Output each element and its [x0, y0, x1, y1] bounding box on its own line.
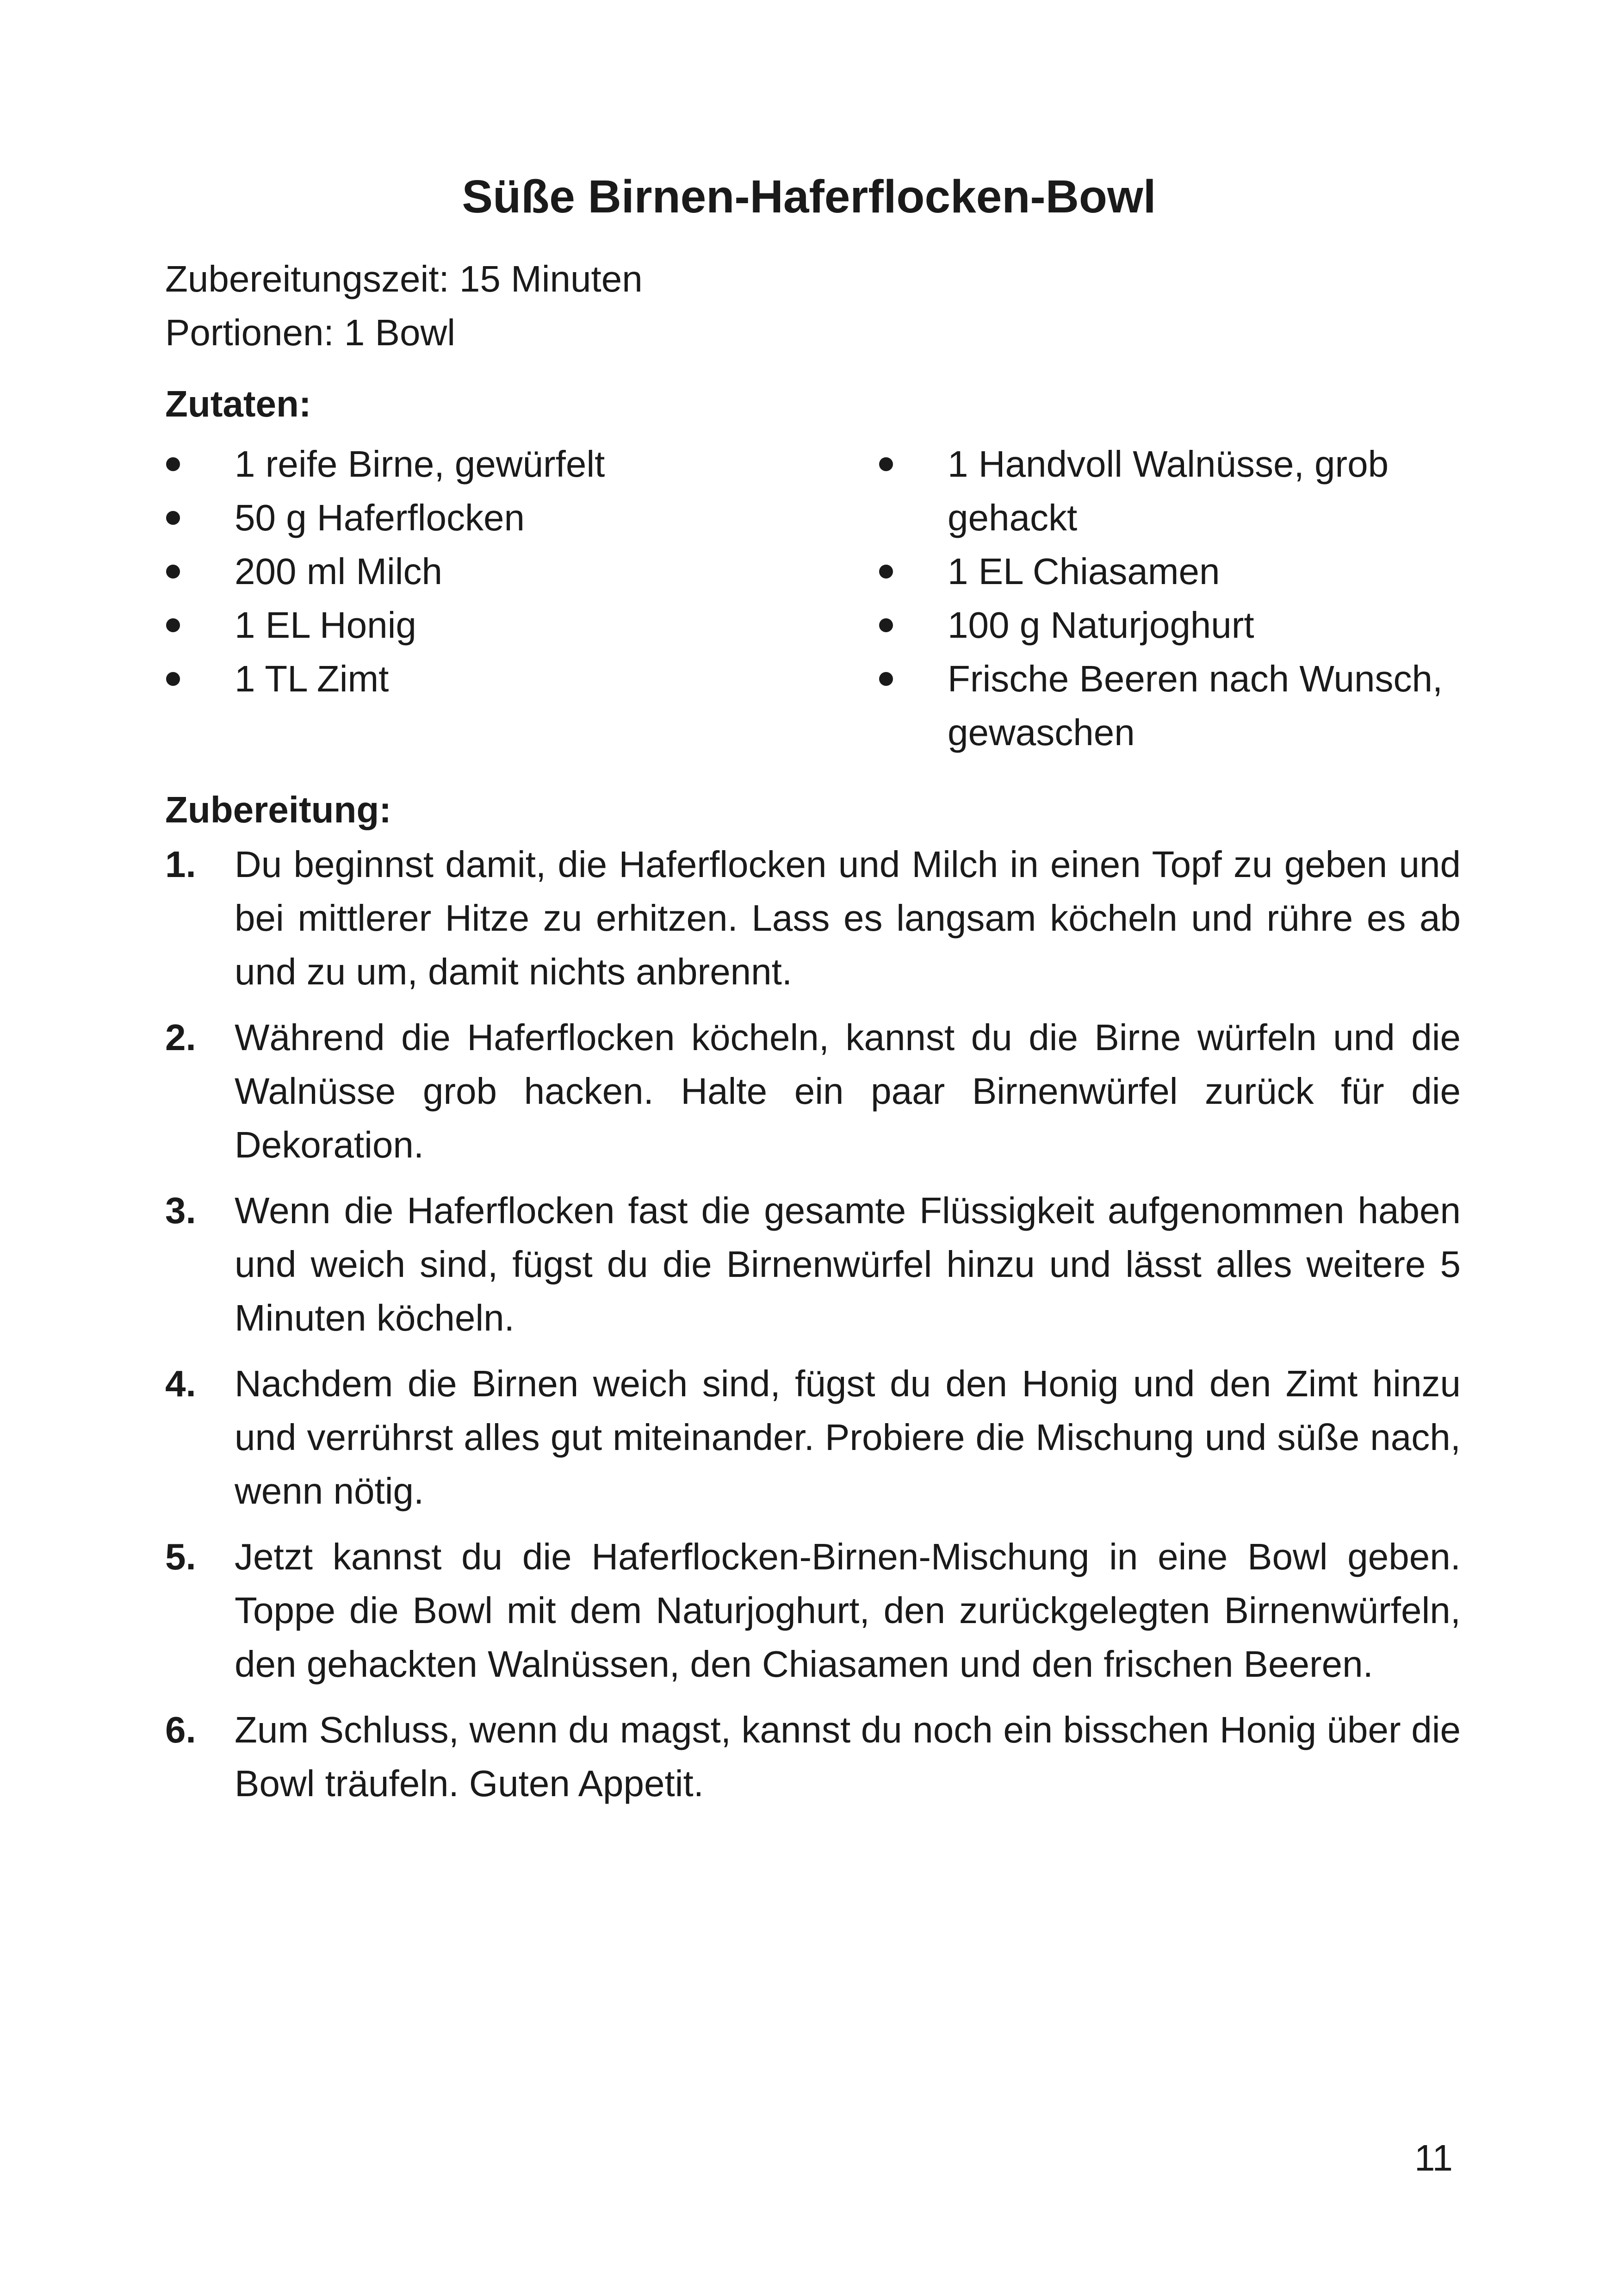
step-number: 6. [165, 1709, 196, 1750]
step-number: 5. [165, 1536, 196, 1577]
ingredient-item: 1 reife Birne, gewürfelt [165, 437, 836, 491]
step-number: 2. [165, 1017, 196, 1058]
bullet-icon [879, 618, 893, 632]
bullet-icon [879, 457, 893, 471]
step-item [165, 1184, 1461, 1345]
bullet-icon [879, 672, 893, 686]
step-text: Du beginnst damit, die Haferflocken und Milch in einen Topf zu geben und bei mittlerer Hitze zu erhitzen. Lass es langsam köcheln und rühre es ab und zu um, damit nichts anbrennt. [235, 844, 1461, 992]
ingredient-item: 1 Handvoll Walnüsse, grob gehackt [878, 437, 1470, 545]
bullet-icon [166, 618, 180, 632]
preparation-steps [165, 838, 1461, 1823]
step-item [165, 838, 1461, 999]
step-number: 3. [165, 1190, 196, 1231]
ingredient-item: 1 EL Chiasamen [878, 545, 1470, 598]
step-item [165, 1011, 1461, 1172]
ingredients-heading: Zutaten: [165, 383, 311, 424]
recipe-meta [165, 252, 643, 360]
step-number: 1. [165, 844, 196, 885]
page-number: 11 [1414, 2137, 1453, 2178]
bullet-icon [879, 565, 893, 579]
ingredients-list-left [165, 437, 836, 706]
step-text: Jetzt kannst du die Haferflocken-Birnen-Mischung in eine Bowl geben. Toppe die Bowl mit dem Naturjoghurt, den zurückgelegten Birnenwürfeln, den gehackten Walnüssen, den Chiasamen und den frischen Beeren. [235, 1536, 1461, 1685]
ingredient-item: 50 g Haferflocken [165, 491, 836, 545]
recipe-title: Süße Birnen-Haferflocken-Bowl [462, 171, 1156, 223]
ingredients-list-right [878, 437, 1470, 759]
step-item [165, 1357, 1461, 1518]
step-item [165, 1530, 1461, 1691]
step-number: 4. [165, 1363, 196, 1404]
preparation-heading: Zubereitung: [165, 789, 391, 830]
prep-time: Zubereitungszeit: 15 Minuten [165, 258, 643, 299]
step-text: Wenn die Haferflocken fast die gesamte Flüssigkeit aufgenommen haben und weich sind, fügst du die Birnenwürfel hinzu und lässt alles weitere 5 Minuten köcheln. [235, 1190, 1461, 1338]
step-item [165, 1703, 1461, 1811]
bullet-icon [166, 565, 180, 579]
step-text: Zum Schluss, wenn du magst, kannst du noch ein bisschen Honig über die Bowl träufeln. Guten Appetit. [235, 1709, 1461, 1804]
step-text: Während die Haferflocken köcheln, kannst du die Birne würfeln und die Walnüsse grob hacken. Halte ein paar Birnenwürfel zurück für die Dekoration. [235, 1017, 1461, 1165]
bullet-icon [166, 457, 180, 471]
portions: Portionen: 1 Bowl [165, 312, 456, 353]
ingredient-item: 1 TL Zimt [165, 652, 836, 706]
bullet-icon [166, 672, 180, 686]
ingredient-item: Frische Beeren nach Wunsch, gewaschen [878, 652, 1470, 759]
ingredient-item: 100 g Naturjoghurt [878, 598, 1470, 652]
ingredient-item: 1 EL Honig [165, 598, 836, 652]
bullet-icon [166, 511, 180, 525]
step-text: Nachdem die Birnen weich sind, fügst du den Honig und den Zimt hinzu und verrührst alles gut miteinander. Probiere die Mischung und süße nach, wenn nötig. [235, 1363, 1461, 1512]
ingredient-item: 200 ml Milch [165, 545, 836, 598]
